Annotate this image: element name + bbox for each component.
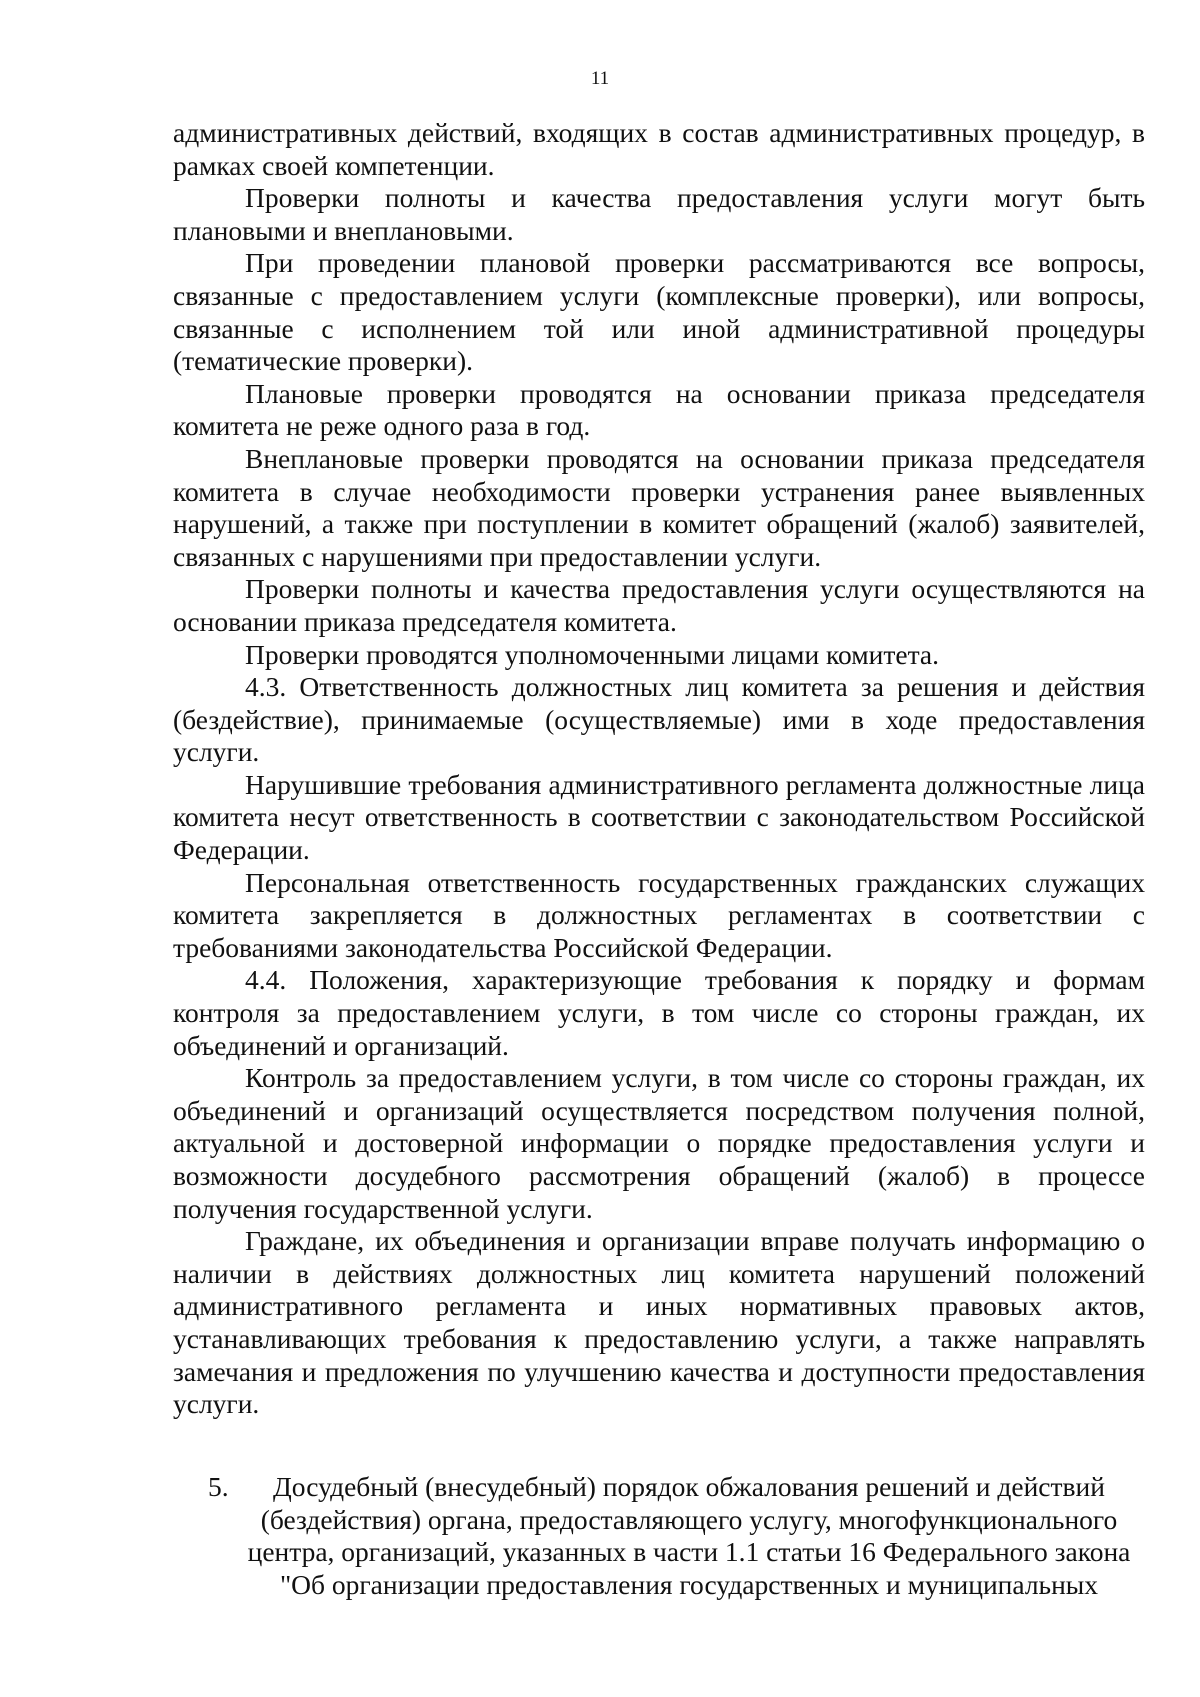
paragraph: Граждане, их объединения и организации вправе получать информацию о наличии в действиях должностных лиц комитета нарушений положений административного регламента и иных нормативных правовых актов, устанавливающих требования к предоставлению услуги, а также направлять замечания и предложения по улучшению качества и доступности предоставления услуги. (173, 1225, 1145, 1420)
paragraph: Контроль за предоставлением услуги, в том числе со стороны граждан, их объединений и организаций осуществляется посредством получения полной, актуальной и достоверной информации о порядке предоставления услуги и возможности досудебного рассмотрения обращений (жалоб) в процессе получения государственной услуги. (173, 1062, 1145, 1224)
document-body (173, 117, 1145, 1421)
paragraph: Персональная ответственность государственных гражданских служащих комитета закрепляется в должностных регламентах в соответствии с требованиями законодательства Российской Федерации. (173, 866, 1145, 963)
section-heading (173, 1471, 1145, 1601)
section-title: Досудебный (внесудебный) порядок обжалования решений и действий (бездействия) органа, предоставляющего услугу, многофункционального центра, организаций, указанных в части 1.1 статьи 16 Федерального закона "Об организации предоставления государственных и муниципальных (247, 1471, 1131, 1600)
paragraph: Проверки проводятся уполномоченными лицами комитета. (245, 638, 940, 670)
paragraph: Внеплановые проверки проводятся на основании приказа председателя комитета в случае необходимости проверки устранения ранее выявленных нарушений, а также при поступлении в комитет обращений (жалоб) заявителей, связанных с нарушениями при предоставлении услуги. (173, 442, 1145, 572)
paragraph: 4.4. Положения, характеризующие требования к порядку и формам контроля за предоставлением услуги, в том числе со стороны граждан, их объединений и организаций. (173, 964, 1145, 1061)
paragraph: 4.3. Ответственность должностных лиц комитета за решения и действия (бездействие), принимаемые (осуществляемые) ими в ходе предоставления услуги. (173, 671, 1145, 768)
paragraph: Нарушившие требования административного регламента должностные лица комитета несут ответственность в соответствии с законодательством Российской Федерации. (173, 768, 1145, 866)
paragraph: При проведении плановой проверки рассматриваются все вопросы, связанные с предоставлением услуги (комплексные проверки), или вопросы, связанные с исполнением той или иной административной процедуры (тематические проверки). (173, 247, 1145, 377)
page-number: 11 (590, 68, 610, 89)
paragraph: административных действий, входящих в состав административных процедур, в рамках своей компетенции. (173, 117, 1145, 181)
paragraph: Проверки полноты и качества предоставления услуги осуществляются на основании приказа председателя комитета. (173, 573, 1145, 637)
paragraph: Проверки полноты и качества предоставления услуги могут быть плановыми и внеплановыми. (173, 182, 1145, 246)
paragraph: Плановые проверки проводятся на основании приказа председателя комитета не реже одного раза в год. (173, 377, 1145, 442)
section-number: 5. (208, 1471, 229, 1502)
